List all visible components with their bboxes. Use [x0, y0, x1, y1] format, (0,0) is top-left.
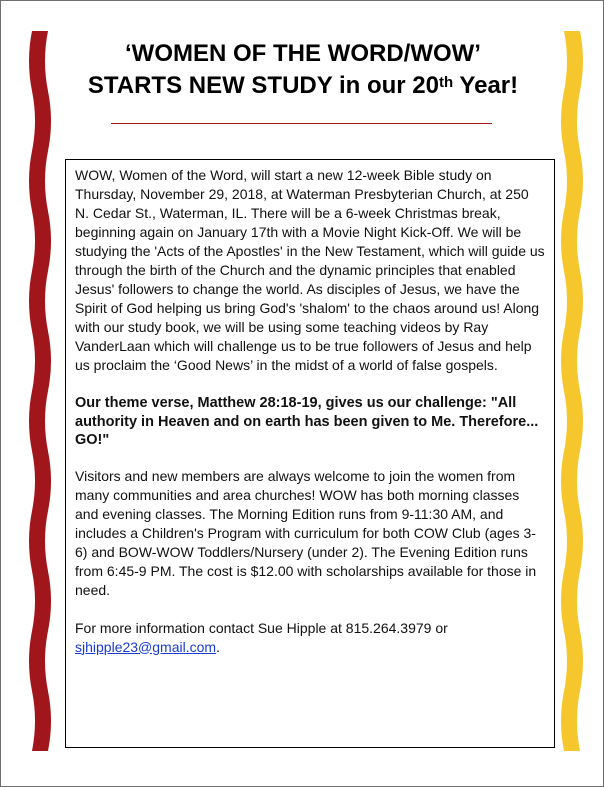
- visitors-paragraph: Visitors and new members are always welcome to join the women from many communities and area churches! WOW has both morning classes and evening classes. The Morning Edition runs from 9-11:30 AM, and includes a Children's Program with curriculum for both COW Club (ages 3-6) and BOW-WOW Toddlers/Nursery (under 2). The Evening Edition runs from 6:45-9 PM. The cost is $12.00 with scholarships available for those in need.: [75, 467, 537, 598]
- contact-email-link[interactable]: sjhipple23@gmail.com: [75, 638, 217, 655]
- left-wavy-ribbon: [29, 31, 51, 751]
- title-divider: [111, 123, 492, 124]
- content-box: [65, 159, 555, 748]
- intro-paragraph: WOW, Women of the Word, will start a new 12-week Bible study on Thursday, November 29, 2018, at Waterman Presbyterian Church, at 250 N. Cedar St., Waterman, IL. There will be a 6-week Christmas break, beginning again on January 17th with a Movie Night Kick-Off. We will be studying the 'Acts of the Apostles' in the New Testament, which will guide us through the birth of the Church and the dynamic principles that enabled Jesus' followers to change the world. As disciples of Jesus, we have the Spirit of God helping us bring God's 'shalom' to the chaos around us! Along with our study book, we will be using some teaching videos by Ray VanderLaan which will challenge us to be true followers of Jesus and help us proclaim the ‘Good News’ in the midst of a world of false gospels.: [75, 167, 545, 373]
- title-line-1: ‘WOMEN OF THE WORD/WOW’: [125, 40, 481, 67]
- right-wavy-ribbon: [561, 31, 583, 751]
- title-line-2-suffix: Year!: [453, 72, 519, 99]
- contact-paragraph: [75, 619, 546, 657]
- contact-end: .: [216, 638, 220, 655]
- title-superscript: th: [439, 74, 454, 91]
- contact-text: For more information contact Sue Hipple at 815.264.3979 or: [75, 619, 448, 636]
- right-ribbon-shape: [561, 31, 583, 751]
- title-line-2: [63, 69, 543, 102]
- left-ribbon-shape: [29, 31, 51, 751]
- theme-verse: Our theme verse, Matthew 28:18-19, gives us our challenge: "All authority in Heaven and on earth has been given to Me. Therefore... GO!": [75, 395, 539, 448]
- title-line-2-prefix: STARTS NEW STUDY in our 20: [87, 72, 439, 99]
